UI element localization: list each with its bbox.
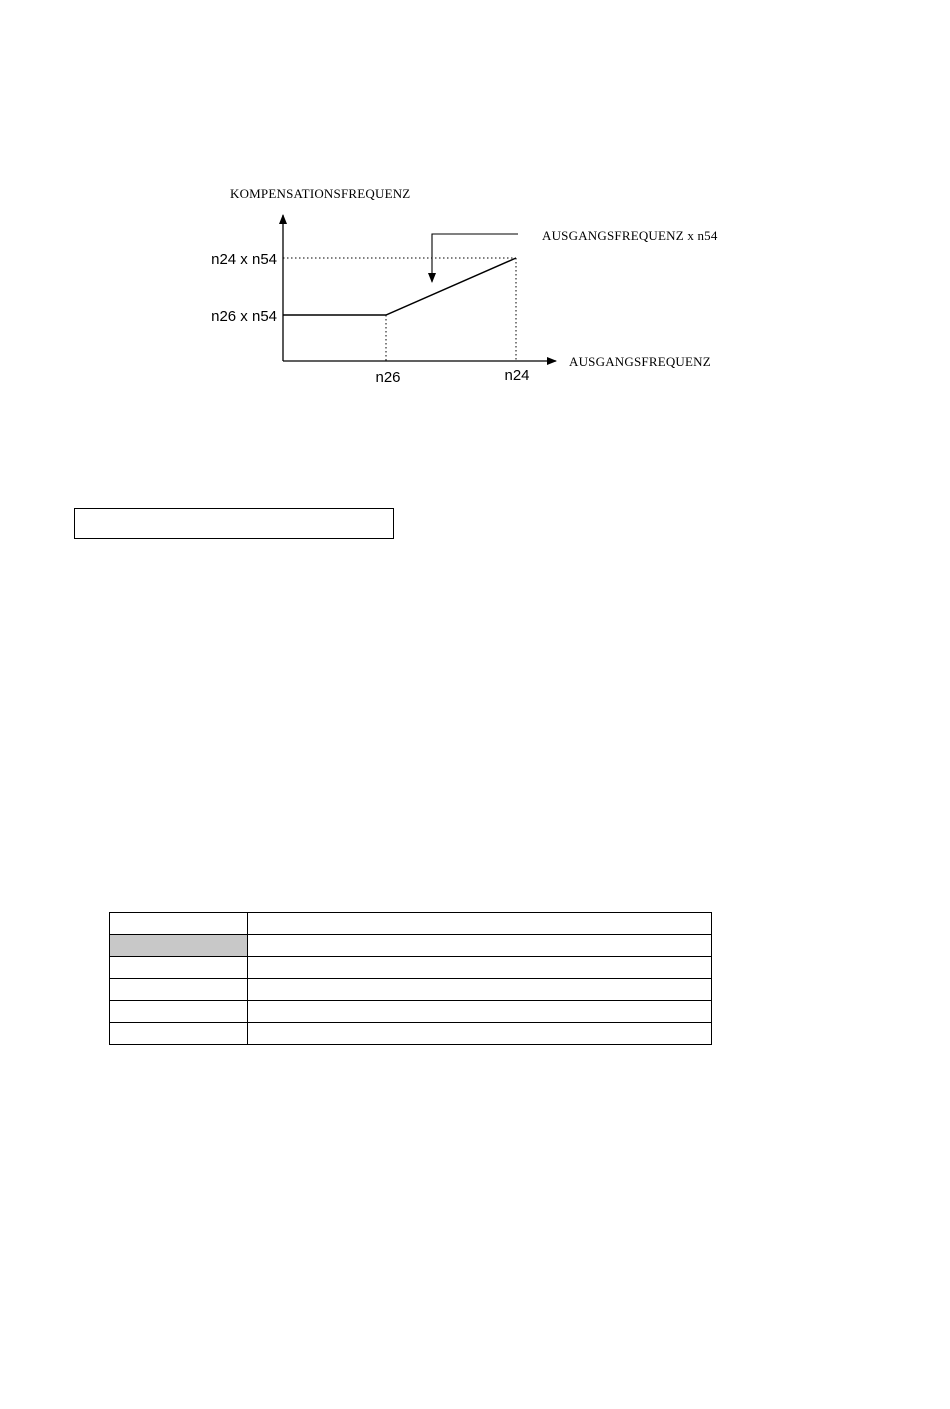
y-axis-title: KOMPENSATIONSFREQUENZ	[230, 186, 411, 201]
table-cell	[110, 913, 248, 935]
table-row	[110, 1023, 712, 1045]
table-row	[110, 1001, 712, 1023]
table-cell	[248, 957, 712, 979]
x-axis-title: AUSGANGSFREQUENZ	[569, 354, 711, 369]
table-cell-shaded	[110, 935, 248, 957]
table-row	[110, 935, 712, 957]
table-cell	[248, 1001, 712, 1023]
table-cell	[110, 1001, 248, 1023]
annotation-label: AUSGANGSFREQUENZ x n54	[542, 228, 718, 243]
parameter-table	[109, 912, 712, 1045]
table-cell	[248, 1023, 712, 1045]
table-cell	[110, 1023, 248, 1045]
compensation-frequency-diagram	[0, 0, 950, 420]
empty-heading-box	[74, 508, 394, 539]
table-row	[110, 979, 712, 1001]
table-cell	[248, 935, 712, 957]
table-cell	[248, 913, 712, 935]
table-cell	[110, 979, 248, 1001]
table-cell	[110, 957, 248, 979]
table-cell	[248, 979, 712, 1001]
table-row	[110, 957, 712, 979]
x-tick-n26: n26	[375, 369, 401, 386]
y-tick-lower: n26 x n54	[211, 308, 277, 325]
compensation-curve	[283, 258, 516, 315]
x-tick-n24: n24	[504, 367, 530, 384]
table-row	[110, 913, 712, 935]
y-tick-upper: n24 x n54	[211, 251, 277, 268]
